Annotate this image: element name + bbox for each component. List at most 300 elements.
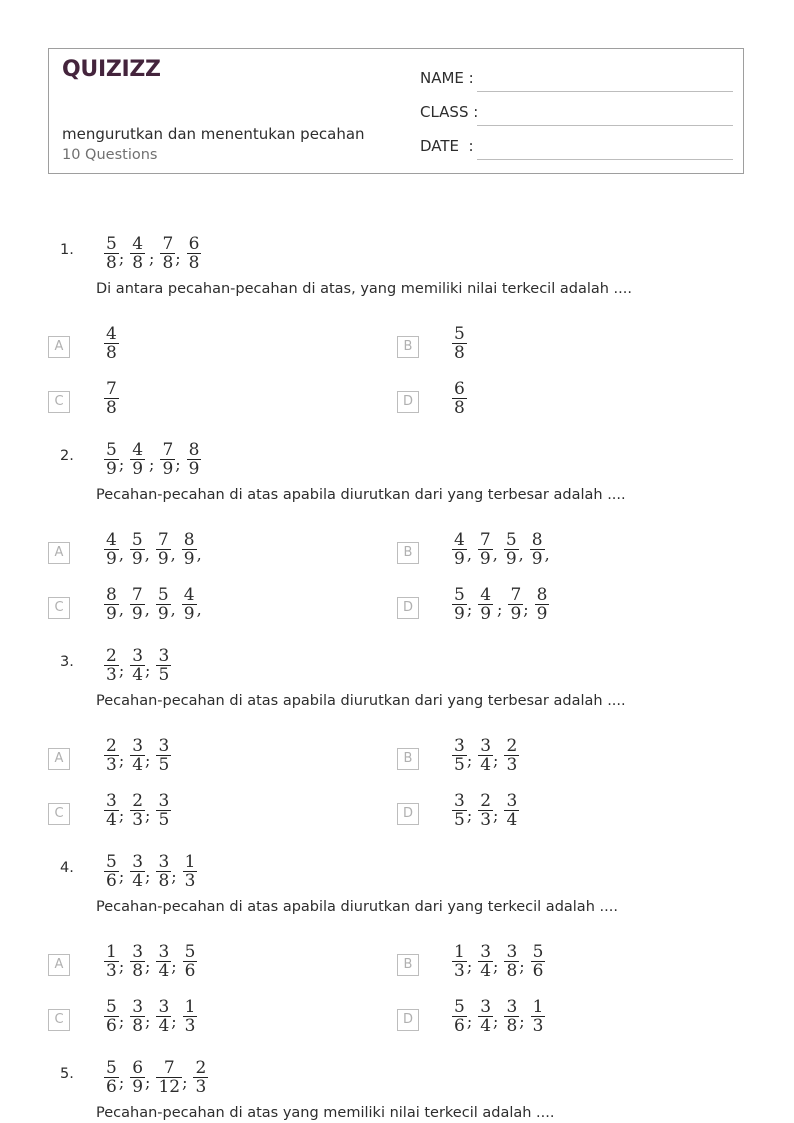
numerator: 4 xyxy=(106,324,117,344)
question-text: Pecahan-pecahan di atas apabila diurutkan dari yang terkecil adalah .... xyxy=(96,899,618,915)
option-fractions xyxy=(104,737,177,774)
question-fractions xyxy=(104,853,203,890)
numerator: 3 xyxy=(480,736,492,756)
option-fractions xyxy=(452,325,473,362)
denominator: 6 xyxy=(106,871,117,891)
fraction xyxy=(156,998,171,1035)
option-letter-box[interactable]: A xyxy=(48,748,70,770)
numerator: 5 xyxy=(184,942,196,962)
numerator: 6 xyxy=(132,1058,144,1078)
option-letter-box[interactable]: C xyxy=(48,597,70,619)
fraction xyxy=(452,531,467,568)
fraction xyxy=(478,998,493,1035)
fraction xyxy=(156,586,171,623)
separator: ; xyxy=(175,249,181,268)
numerator: 4 xyxy=(106,530,117,550)
denominator: 3 xyxy=(106,755,117,775)
denominator: 8 xyxy=(506,961,518,981)
fraction xyxy=(504,998,519,1035)
fraction xyxy=(160,441,175,478)
denominator: 8 xyxy=(454,398,465,418)
fraction xyxy=(452,998,467,1035)
separator: ; xyxy=(145,751,151,770)
numerator: 3 xyxy=(506,791,518,811)
option-letter-box[interactable]: C xyxy=(48,391,70,413)
name-line[interactable] xyxy=(477,91,733,92)
denominator: 12 xyxy=(158,1077,181,1097)
numerator: 2 xyxy=(106,646,117,666)
separator: ; xyxy=(118,806,125,825)
question-number: 2. xyxy=(60,448,74,464)
fraction xyxy=(182,531,197,568)
numerator: 7 xyxy=(163,1058,175,1078)
denominator: 3 xyxy=(184,1016,196,1036)
class-line[interactable] xyxy=(477,125,733,126)
option-letter-box[interactable]: D xyxy=(397,391,419,413)
date-line[interactable] xyxy=(477,159,733,160)
date-label: DATE : xyxy=(420,137,474,155)
denominator: 3 xyxy=(184,871,196,891)
fraction xyxy=(104,1059,119,1096)
separator: ; xyxy=(466,600,473,619)
denominator: 3 xyxy=(454,961,465,981)
numerator: 2 xyxy=(132,791,144,811)
separator: , xyxy=(196,600,202,619)
separator: ; xyxy=(497,600,503,619)
numerator: 7 xyxy=(479,530,491,550)
denominator: 4 xyxy=(158,961,170,981)
denominator: 8 xyxy=(106,253,117,273)
numerator: 3 xyxy=(158,852,170,872)
fraction xyxy=(104,998,119,1035)
option-fractions xyxy=(452,792,525,829)
separator: , xyxy=(466,545,472,564)
denominator: 8 xyxy=(162,253,174,273)
question-fractions xyxy=(104,1059,214,1096)
denominator: 4 xyxy=(106,810,117,830)
question-fractions xyxy=(104,647,177,684)
numerator: 5 xyxy=(532,942,544,962)
separator: ; xyxy=(118,661,125,680)
separator: ; xyxy=(149,455,155,474)
question-text: Di antara pecahan-pecahan di atas, yang memiliki nilai terkecil adalah .... xyxy=(96,281,632,297)
numerator: 2 xyxy=(106,736,117,756)
worksheet-title: mengurutkan dan menentukan pecahan xyxy=(62,125,365,143)
denominator: 9 xyxy=(536,604,548,624)
denominator: 9 xyxy=(531,549,543,569)
separator: ; xyxy=(182,1073,188,1092)
question-number: 5. xyxy=(60,1066,74,1082)
numerator: 5 xyxy=(106,852,117,872)
option-letter-box[interactable]: A xyxy=(48,542,70,564)
separator: ; xyxy=(466,751,473,770)
separator: ; xyxy=(145,867,151,886)
numerator: 7 xyxy=(162,234,174,254)
class-label: CLASS : xyxy=(420,103,479,121)
separator: ; xyxy=(118,751,125,770)
fraction xyxy=(104,586,119,623)
numerator: 6 xyxy=(454,379,465,399)
fraction xyxy=(130,998,145,1035)
numerator: 5 xyxy=(505,530,517,550)
numerator: 3 xyxy=(480,942,492,962)
denominator: 9 xyxy=(183,549,195,569)
denominator: 8 xyxy=(106,343,117,363)
fraction xyxy=(504,792,519,829)
numerator: 4 xyxy=(183,585,195,605)
fraction xyxy=(452,943,467,980)
separator: ; xyxy=(171,1012,177,1031)
separator: ; xyxy=(493,751,499,770)
numerator: 3 xyxy=(454,736,465,756)
separator: , xyxy=(144,545,150,564)
fraction xyxy=(156,1059,182,1096)
fraction xyxy=(478,792,493,829)
fraction xyxy=(183,998,198,1035)
separator: ; xyxy=(493,806,499,825)
denominator: 8 xyxy=(132,253,144,273)
fraction xyxy=(187,235,202,272)
fraction xyxy=(156,943,171,980)
denominator: 5 xyxy=(454,755,465,775)
numerator: 5 xyxy=(131,530,143,550)
denominator: 4 xyxy=(480,755,492,775)
denominator: 6 xyxy=(532,961,544,981)
separator: ; xyxy=(175,455,181,474)
numerator: 5 xyxy=(454,324,465,344)
separator: ; xyxy=(118,249,125,268)
option-letter-box[interactable]: D xyxy=(397,803,419,825)
fraction xyxy=(452,792,467,829)
denominator: 9 xyxy=(131,549,143,569)
option-fractions xyxy=(452,943,551,980)
fraction xyxy=(130,647,145,684)
denominator: 8 xyxy=(454,343,465,363)
numerator: 3 xyxy=(158,736,170,756)
denominator: 9 xyxy=(157,604,169,624)
fraction xyxy=(104,853,119,890)
denominator: 4 xyxy=(480,961,492,981)
question-text: Pecahan-pecahan di atas yang memiliki nilai terkecil adalah .... xyxy=(96,1105,555,1121)
denominator: 9 xyxy=(505,549,517,569)
denominator: 3 xyxy=(106,961,117,981)
separator: ; xyxy=(171,957,177,976)
fraction xyxy=(104,943,119,980)
fraction xyxy=(104,792,119,829)
option-letter-box[interactable]: B xyxy=(397,748,419,770)
denominator: 4 xyxy=(132,871,144,891)
numerator: 7 xyxy=(131,585,143,605)
fraction xyxy=(104,647,119,684)
denominator: 3 xyxy=(506,755,518,775)
numerator: 4 xyxy=(480,585,492,605)
numerator: 3 xyxy=(480,997,492,1017)
numerator: 5 xyxy=(106,234,117,254)
question-number: 3. xyxy=(60,654,74,670)
denominator: 4 xyxy=(480,1016,492,1036)
question-number: 1. xyxy=(60,242,74,258)
fraction xyxy=(104,380,119,417)
fraction xyxy=(130,737,145,774)
numerator: 8 xyxy=(531,530,543,550)
option-fractions xyxy=(452,586,555,623)
fraction xyxy=(508,586,523,623)
option-fractions xyxy=(452,737,525,774)
numerator: 7 xyxy=(106,379,117,399)
option-letter-box[interactable]: C xyxy=(48,1009,70,1031)
numerator: 5 xyxy=(157,585,169,605)
fraction xyxy=(504,737,519,774)
numerator: 1 xyxy=(454,942,465,962)
option-letter-box[interactable]: A xyxy=(48,336,70,358)
denominator: 8 xyxy=(506,1016,518,1036)
fraction xyxy=(530,531,545,568)
name-label: NAME : xyxy=(420,69,474,87)
question-fractions xyxy=(104,441,207,478)
denominator: 8 xyxy=(188,253,200,273)
separator: ; xyxy=(466,957,473,976)
numerator: 3 xyxy=(506,942,518,962)
denominator: 8 xyxy=(132,1016,144,1036)
question-number: 4. xyxy=(60,860,74,876)
numerator: 3 xyxy=(132,942,144,962)
denominator: 9 xyxy=(106,459,117,479)
numerator: 3 xyxy=(132,852,144,872)
denominator: 8 xyxy=(106,398,117,418)
separator: , xyxy=(170,545,176,564)
denominator: 8 xyxy=(132,961,144,981)
separator: ; xyxy=(493,1012,499,1031)
numerator: 8 xyxy=(536,585,548,605)
numerator: 2 xyxy=(480,791,492,811)
fraction xyxy=(182,586,197,623)
separator: ; xyxy=(145,957,151,976)
option-letter-box[interactable]: B xyxy=(397,336,419,358)
denominator: 3 xyxy=(532,1016,544,1036)
separator: ; xyxy=(118,1073,125,1092)
numerator: 5 xyxy=(106,997,117,1017)
numerator: 3 xyxy=(158,997,170,1017)
separator: ; xyxy=(145,1073,151,1092)
numerator: 3 xyxy=(158,791,170,811)
numerator: 7 xyxy=(162,440,174,460)
fraction xyxy=(452,325,467,362)
numerator: 1 xyxy=(184,852,196,872)
option-letter-box[interactable]: C xyxy=(48,803,70,825)
numerator: 7 xyxy=(510,585,522,605)
denominator: 9 xyxy=(454,549,465,569)
fraction xyxy=(156,853,171,890)
separator: ; xyxy=(145,661,151,680)
fraction xyxy=(156,647,171,684)
denominator: 9 xyxy=(132,1077,144,1097)
denominator: 4 xyxy=(132,755,144,775)
denominator: 4 xyxy=(132,665,144,685)
denominator: 9 xyxy=(510,604,522,624)
separator: ; xyxy=(145,806,151,825)
numerator: 5 xyxy=(106,1058,117,1078)
separator: ; xyxy=(493,957,499,976)
question-text: Pecahan-pecahan di atas apabila diurutkan dari yang terbesar adalah .... xyxy=(96,693,626,709)
fraction xyxy=(104,235,119,272)
denominator: 5 xyxy=(158,665,170,685)
separator: ; xyxy=(149,249,155,268)
denominator: 3 xyxy=(132,810,144,830)
numerator: 3 xyxy=(454,791,465,811)
fraction xyxy=(156,792,171,829)
fraction xyxy=(478,586,493,623)
fraction xyxy=(183,943,198,980)
separator: ; xyxy=(523,600,529,619)
fraction xyxy=(156,531,171,568)
numerator: 3 xyxy=(158,942,170,962)
denominator: 9 xyxy=(480,604,492,624)
fraction xyxy=(130,943,145,980)
fraction xyxy=(130,441,145,478)
numerator: 4 xyxy=(132,440,144,460)
denominator: 9 xyxy=(188,459,200,479)
separator: , xyxy=(170,600,176,619)
fraction xyxy=(531,998,546,1035)
separator: , xyxy=(118,600,124,619)
separator: ; xyxy=(466,806,473,825)
numerator: 4 xyxy=(454,530,465,550)
numerator: 1 xyxy=(106,942,117,962)
option-fractions xyxy=(452,998,551,1035)
denominator: 4 xyxy=(158,1016,170,1036)
fraction xyxy=(504,531,519,568)
option-fractions xyxy=(104,792,177,829)
fraction xyxy=(130,531,145,568)
option-letter-box[interactable]: B xyxy=(397,542,419,564)
numerator: 4 xyxy=(132,234,144,254)
fraction xyxy=(130,586,145,623)
numerator: 5 xyxy=(106,440,117,460)
fraction xyxy=(130,792,145,829)
fraction xyxy=(104,441,119,478)
denominator: 5 xyxy=(158,810,170,830)
fraction xyxy=(104,531,119,568)
option-letter-box[interactable]: A xyxy=(48,954,70,976)
numerator: 1 xyxy=(532,997,544,1017)
separator: ; xyxy=(118,957,125,976)
denominator: 4 xyxy=(506,810,518,830)
fraction xyxy=(160,235,175,272)
denominator: 6 xyxy=(106,1016,117,1036)
numerator: 8 xyxy=(188,440,200,460)
numerator: 8 xyxy=(183,530,195,550)
separator: , xyxy=(518,545,524,564)
separator: ; xyxy=(118,1012,125,1031)
question-text: Pecahan-pecahan di atas apabila diurutkan dari yang terbesar adalah .... xyxy=(96,487,626,503)
option-letter-box[interactable]: B xyxy=(397,954,419,976)
numerator: 3 xyxy=(132,646,144,666)
denominator: 9 xyxy=(157,549,169,569)
separator: ; xyxy=(145,1012,151,1031)
option-letter-box[interactable]: D xyxy=(397,597,419,619)
numerator: 5 xyxy=(454,585,465,605)
denominator: 5 xyxy=(158,755,170,775)
option-fractions xyxy=(104,586,208,623)
numerator: 3 xyxy=(506,997,518,1017)
numerator: 7 xyxy=(157,530,169,550)
fraction xyxy=(104,325,119,362)
option-fractions xyxy=(104,325,125,362)
separator: ; xyxy=(171,867,177,886)
fraction xyxy=(452,737,467,774)
fraction xyxy=(452,380,467,417)
denominator: 5 xyxy=(454,810,465,830)
numerator: 8 xyxy=(106,585,117,605)
fraction xyxy=(183,853,198,890)
fraction xyxy=(193,1059,208,1096)
question-count: 10 Questions xyxy=(62,147,158,163)
numerator: 5 xyxy=(454,997,465,1017)
numerator: 2 xyxy=(506,736,518,756)
fraction xyxy=(452,586,467,623)
separator: ; xyxy=(519,1012,525,1031)
separator: ; xyxy=(466,1012,473,1031)
fraction xyxy=(104,737,119,774)
denominator: 9 xyxy=(454,604,465,624)
denominator: 9 xyxy=(106,549,117,569)
denominator: 3 xyxy=(195,1077,207,1097)
denominator: 6 xyxy=(184,961,196,981)
separator: ; xyxy=(519,957,525,976)
numerator: 3 xyxy=(132,997,144,1017)
separator: , xyxy=(492,545,498,564)
denominator: 9 xyxy=(131,604,143,624)
numerator: 6 xyxy=(188,234,200,254)
option-fractions xyxy=(104,943,203,980)
question-fractions xyxy=(104,235,207,272)
option-fractions xyxy=(104,531,208,568)
denominator: 3 xyxy=(480,810,492,830)
fraction xyxy=(504,943,519,980)
separator: , xyxy=(144,600,150,619)
worksheet-header xyxy=(48,48,744,174)
separator: , xyxy=(544,545,550,564)
fraction xyxy=(130,235,145,272)
fraction xyxy=(156,737,171,774)
option-letter-box[interactable]: D xyxy=(397,1009,419,1031)
denominator: 9 xyxy=(479,549,491,569)
separator: ; xyxy=(118,455,125,474)
fraction xyxy=(130,1059,145,1096)
fraction xyxy=(531,943,546,980)
denominator: 6 xyxy=(454,1016,465,1036)
numerator: 3 xyxy=(132,736,144,756)
option-fractions xyxy=(452,531,556,568)
numerator: 2 xyxy=(195,1058,207,1078)
fraction xyxy=(130,853,145,890)
denominator: 9 xyxy=(132,459,144,479)
denominator: 9 xyxy=(162,459,174,479)
fraction xyxy=(478,737,493,774)
fraction xyxy=(478,531,493,568)
separator: , xyxy=(196,545,202,564)
numerator: 3 xyxy=(158,646,170,666)
option-fractions xyxy=(104,998,203,1035)
denominator: 6 xyxy=(106,1077,117,1097)
option-fractions xyxy=(104,380,125,417)
option-fractions xyxy=(452,380,473,417)
separator: ; xyxy=(118,867,125,886)
fraction xyxy=(478,943,493,980)
quizizz-logo: QUIZIZZ xyxy=(62,57,161,82)
fraction xyxy=(187,441,202,478)
numerator: 3 xyxy=(106,791,117,811)
